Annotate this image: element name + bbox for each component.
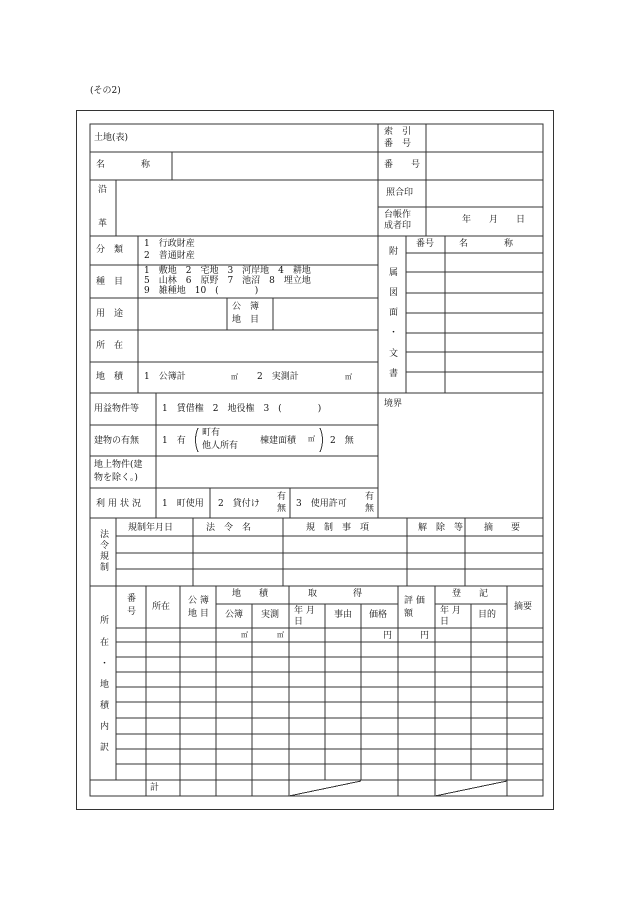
attach-vertical-4: 面 (389, 308, 399, 318)
type-line-1: 1 敷地 2 宅地 3 河岸地 4 耕地 (144, 266, 311, 276)
usage-permit: 3 使用許可 (296, 499, 347, 509)
ledger-creator-label-2: 成者印 (384, 221, 412, 231)
history-label-top: 沿 (98, 185, 108, 195)
building-no: 2 無 (330, 436, 354, 446)
beneficial-label: 用益物件等 (94, 404, 140, 414)
total-label: 計 (150, 783, 160, 793)
area-registry-unit: ㎡ (231, 373, 238, 381)
index-label: 索 引 (384, 127, 412, 137)
detail-vertical-6: 内 (100, 722, 110, 732)
registry-category-label-2: 地 目 (232, 315, 260, 325)
page-label: (その2) (90, 86, 121, 96)
detail-vertical-3: ・ (100, 659, 110, 669)
area-measured-unit: ㎡ (345, 373, 352, 381)
building-label: 建物の有無 (94, 436, 140, 446)
detail-area-measured: 実測 (261, 610, 280, 620)
detail-acq-reason: 事由 (334, 610, 353, 620)
detail-reg-date: 年 月 (440, 606, 461, 616)
detail-vertical-2: 在 (100, 638, 110, 648)
detail-vertical-1: 所 (100, 616, 110, 626)
detail-acq-price: 価格 (369, 610, 388, 620)
attach-vertical-1: 附 (389, 247, 399, 257)
detail-vertical-5: 積 (100, 701, 110, 711)
number-label: 番 号 (384, 160, 421, 170)
detail-location-header: 所在 (152, 602, 171, 612)
registry-category-label: 公 簿 (232, 302, 260, 312)
area-label: 地 積 (96, 372, 124, 382)
detail-number-header: 番号 (127, 594, 137, 617)
law-header-remarks: 摘 要 (484, 523, 521, 533)
history-label-bottom: 革 (98, 219, 108, 229)
type-line-3: 9 雑種地 10 ( ) (144, 286, 259, 296)
form-title: 土地(表) (94, 133, 129, 143)
detail-area-registry: 公簿 (225, 610, 244, 620)
detail-evaluation-header: 評 価 (404, 596, 425, 606)
attach-number-header: 番号 (416, 239, 435, 249)
detail-evaluation-unit: 円 (420, 631, 430, 641)
law-header-name: 法 令 名 (206, 523, 252, 533)
name-label: 名 称 (96, 160, 151, 170)
area-registry-total: 1 公簿計 (144, 372, 186, 382)
above-ground-label: 地上物件(建 (94, 460, 143, 470)
law-vertical-3: 規 (100, 552, 110, 562)
building-town-owned: 町有 (202, 428, 221, 438)
detail-registration-header: 登 記 (452, 589, 489, 599)
detail-vertical-7: 訳 (100, 743, 110, 753)
above-ground-label-2: 物を除く。) (94, 473, 138, 483)
usage-label: 利用状況 (96, 499, 145, 509)
detail-price-unit: 円 (383, 631, 393, 641)
attach-vertical-3: 図 (389, 288, 399, 298)
detail-area-measured-unit: ㎡ (277, 631, 284, 639)
usage-lease: 2 貸付け (218, 499, 260, 509)
type-label: 種 目 (96, 277, 124, 287)
building-area-unit: ㎡ (308, 435, 315, 443)
beneficial-options: 1 賃借権 2 地役権 3 ( ) (162, 404, 322, 414)
law-header-date: 規制年月日 (128, 523, 174, 533)
building-floor-area: 棟建面積 (260, 436, 297, 446)
attach-vertical-6: 文 (389, 349, 399, 359)
area-measured-total: 2 実測計 (257, 372, 299, 382)
detail-acquisition-header: 取 得 (308, 589, 363, 599)
detail-reg-purpose: 目的 (478, 610, 497, 620)
type-line-2: 5 山林 6 原野 7 池沼 8 埋立地 (144, 276, 311, 286)
attach-vertical-5: ・ (389, 328, 399, 338)
detail-acq-date-2: 日 (294, 617, 304, 627)
usage-permit-yes: 有 (365, 492, 375, 502)
law-vertical-1: 法 (100, 530, 110, 540)
check-seal-label: 照合印 (386, 188, 414, 198)
usage-lease-yes: 有 (277, 492, 287, 502)
class-option-1: 1 行政財産 (144, 239, 195, 249)
ledger-date: 年 月 日 (462, 215, 526, 225)
location-label: 所 在 (96, 341, 124, 351)
law-vertical-4: 制 (100, 563, 110, 573)
law-header-release: 解 除 等 (418, 523, 464, 533)
attach-vertical-7: 書 (389, 369, 399, 379)
detail-registry-header: 公 簿 (188, 596, 209, 606)
index-number-label: 番 号 (384, 139, 412, 149)
usage-permit-no: 無 (365, 504, 375, 514)
class-option-2: 2 普通財産 (144, 251, 195, 261)
ledger-creator-label: 台帳作 (384, 210, 412, 220)
attach-vertical-2: 属 (389, 268, 399, 278)
building-yes: 1 有 (162, 436, 186, 446)
detail-reg-date-2: 日 (440, 617, 450, 627)
detail-area-registry-unit: ㎡ (241, 631, 248, 639)
law-vertical-2: 令 (100, 541, 110, 551)
building-other-owned: 他人所有 (202, 441, 239, 451)
detail-registry-header-2: 地 目 (188, 609, 209, 619)
usage-lease-no: 無 (277, 504, 287, 514)
use-label: 用 途 (96, 309, 124, 319)
law-header-item: 規 制 事 項 (306, 523, 370, 533)
detail-evaluation-header-2: 額 (404, 609, 414, 619)
detail-area-header: 地 積 (232, 589, 269, 599)
usage-town-use: 1 町使用 (162, 499, 204, 509)
attach-name-header: 名 称 (459, 239, 514, 249)
class-label: 分 類 (96, 245, 124, 255)
boundary-label: 境界 (384, 399, 403, 409)
detail-vertical-4: 地 (100, 680, 110, 690)
detail-remarks-header: 摘要 (514, 602, 533, 612)
detail-acq-date: 年 月 (294, 606, 315, 616)
